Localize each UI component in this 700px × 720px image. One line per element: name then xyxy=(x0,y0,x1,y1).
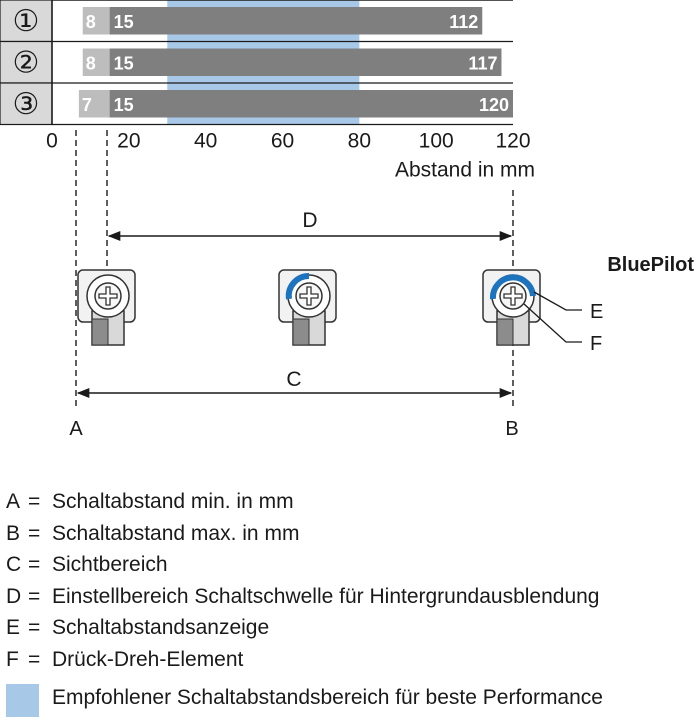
dimension-c-label: C xyxy=(286,368,302,391)
max-value-label: 120 xyxy=(478,94,509,115)
x-tick-label: 120 xyxy=(495,129,531,153)
range-chart xyxy=(0,0,535,182)
max-value-label: 117 xyxy=(468,53,498,74)
legend-text: Sichtbereich xyxy=(52,553,168,576)
legend-equals: = xyxy=(28,521,41,545)
legend-equals: = xyxy=(28,616,41,639)
legend-equals: = xyxy=(28,584,41,608)
legend-key: B xyxy=(6,521,21,545)
legend-text: Schaltabstand max. in mm xyxy=(52,521,300,545)
indicator-leader-line xyxy=(534,292,582,310)
legend-row xyxy=(6,581,696,613)
min-value-label: 8 xyxy=(85,11,96,32)
legend-text: Schaltabstandsanzeige xyxy=(52,616,270,639)
range-bar xyxy=(110,49,502,77)
legend-text: Schaltabstand min. in mm xyxy=(52,490,294,513)
legend-key: A xyxy=(6,490,21,513)
legend-text: Einstellbereich Schaltschwelle für Hintergrundausblendung xyxy=(52,584,600,608)
legend-key: D xyxy=(6,584,22,608)
legend-row xyxy=(6,486,696,518)
knob-middle xyxy=(279,270,336,345)
start-value-label: 15 xyxy=(113,94,134,115)
knob-right xyxy=(483,270,540,345)
legend-row xyxy=(6,549,696,581)
x-tick-label: 20 xyxy=(117,129,141,153)
legend-row xyxy=(6,644,696,676)
x-axis-label: Abstand in mm xyxy=(394,158,535,182)
legend-key: C xyxy=(6,553,22,576)
knob-left xyxy=(78,270,135,345)
x-tick-label: 40 xyxy=(193,129,218,153)
row-number-label: ① xyxy=(12,4,40,38)
recommendation-legend xyxy=(6,684,696,718)
point-a-label: A xyxy=(69,418,83,440)
x-tick-label: 60 xyxy=(270,129,295,153)
x-tick-label: 0 xyxy=(46,129,58,153)
recommendation-text: Empfohlener Schaltabstandsbereich für beste Performance xyxy=(52,686,603,709)
range-bar xyxy=(110,90,513,118)
dimension-d-label: D xyxy=(302,209,318,232)
legend-equals: = xyxy=(28,647,41,671)
min-value-label: 8 xyxy=(85,53,96,74)
start-value-label: 15 xyxy=(113,11,134,32)
recommended-range-swatch xyxy=(6,684,39,717)
legend-row xyxy=(6,518,696,550)
legend-key: F xyxy=(6,647,19,671)
legend-equals: = xyxy=(28,553,41,576)
point-b-label: B xyxy=(505,418,519,440)
range-bar xyxy=(110,7,483,35)
max-value-label: 112 xyxy=(449,11,479,32)
legend-equals: = xyxy=(28,490,41,513)
x-tick-label: 100 xyxy=(418,129,454,153)
legend-key: E xyxy=(6,616,21,639)
x-tick-label: 80 xyxy=(347,129,372,153)
brand-label: BluePilot xyxy=(607,254,694,276)
row-number-label: ③ xyxy=(12,87,40,121)
legend-row xyxy=(6,612,696,644)
label-f: F xyxy=(590,333,603,355)
legend xyxy=(6,486,696,675)
start-value-label: 15 xyxy=(113,53,134,74)
min-value-label: 7 xyxy=(81,94,92,115)
legend-text: Drück-Dreh-Element xyxy=(52,647,244,671)
label-e: E xyxy=(590,301,604,323)
row-number-label: ② xyxy=(12,46,40,80)
